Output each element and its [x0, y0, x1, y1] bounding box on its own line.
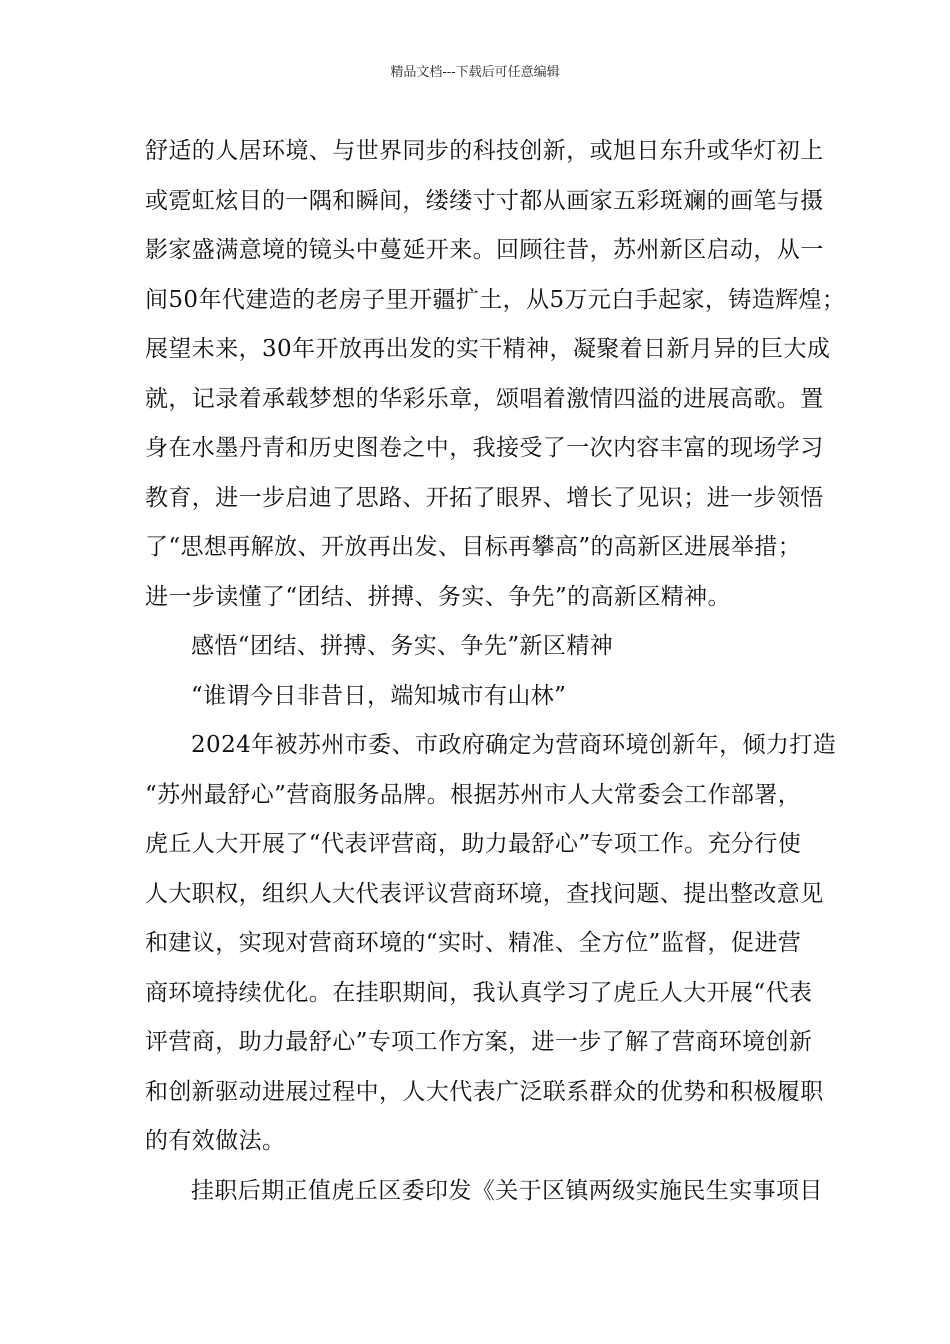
body-line: 进一步读懂了“团结、拼搏、务实、争先”的高新区精神。	[145, 583, 731, 610]
page-header: 精品文档---下载后可任意编辑	[390, 65, 560, 80]
body-line: 虎丘人大开展了“代表评营商，助力最舒心”专项工作。充分行使	[145, 831, 802, 857]
body-line: 就，记录着承载梦想的华彩乐章，颂唱着激情四溢的进展高歌。置	[145, 385, 824, 412]
body-line: 的有效做法。	[145, 1128, 286, 1154]
section-subheading: “谁谓今日非昔日，端知城市有山林”	[191, 682, 567, 709]
body-line: 展望未来，30年开放再出发的实干精神，凝聚着日新月异的巨大成	[145, 336, 831, 362]
body-line: 或霓虹炫目的一隅和瞬间，缕缕寸寸都从画家五彩斑斓的画笔与摄	[145, 187, 824, 214]
body-line: 和建议，实现对营商环境的“实时、精准、全方位”监督，促进营	[145, 930, 802, 956]
body-line: 舒适的人居环境、与世界同步的科技创新，或旭日东升或华灯初上	[145, 138, 824, 164]
body-line: 商环境持续优化。在挂职期间，我认真学习了虎丘人大开展“代表	[145, 979, 813, 1006]
body-line: 人大职权，组织人大代表评议营商环境，查找问题、提出整改意见	[145, 880, 824, 907]
body-line: 影家盛满意境的镜头中蔓延开来。回顾往昔，苏州新区启动，从一	[145, 237, 824, 263]
section-heading: 感悟“团结、拼搏、务实、争先”新区精神	[191, 633, 614, 659]
body-line: 评营商，助力最舒心”专项工作方案，进一步了解了营商环境创新	[145, 1029, 813, 1055]
body-line: 身在水墨丹青和历史图卷之中，我接受了一次内容丰富的现场学习	[145, 435, 824, 461]
document-body	[145, 131, 846, 1220]
body-line: 挂职后期正值虎丘区委印发《关于区镇两级实施民生实事项目	[191, 1177, 823, 1204]
body-line: 间50年代建造的老房子里开疆扩土，从5万元白手起家，铸造辉煌；	[145, 286, 846, 313]
body-line: 了“思想再解放、开放再出发、目标再攀高”的高新区进展举措；	[145, 534, 802, 560]
body-line: 教育，进一步启迪了思路、开拓了眼界、增长了见识；进一步领悟	[145, 484, 824, 511]
body-line: 2024年被苏州市委、市政府确定为营商环境创新年，倾力打造	[191, 732, 837, 758]
body-line: 和创新驱动进展过程中，人大代表广泛联系群众的优势和积极履职	[145, 1078, 824, 1105]
body-line: “苏州最舒心”营商服务品牌。根据苏州市人大常委会工作部署，	[145, 781, 802, 808]
